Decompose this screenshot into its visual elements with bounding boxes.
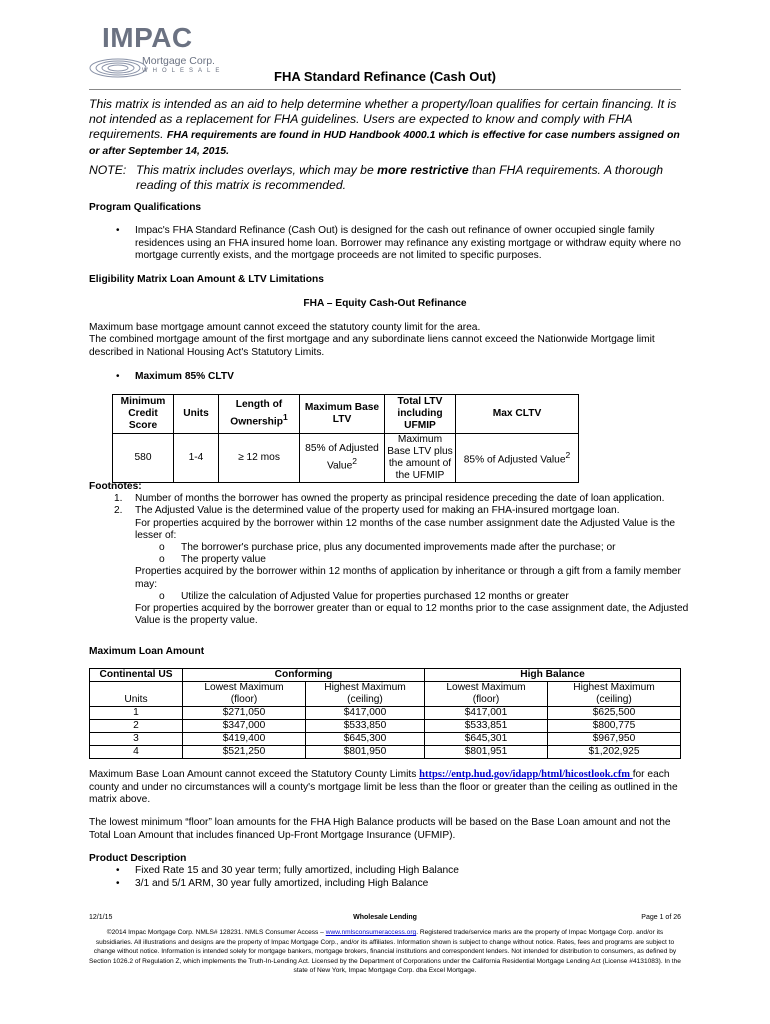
table-cell: $417,001 bbox=[425, 707, 548, 720]
logo-tagline: WHOLESALE bbox=[142, 68, 225, 74]
table-header-cell: Units bbox=[90, 694, 183, 707]
table-header-cell: (ceiling) bbox=[548, 694, 681, 707]
table-header-cell: Highest Maximum bbox=[548, 682, 681, 695]
table-header-cell: Continental US bbox=[90, 669, 183, 682]
legal-text: ©2014 Impac Mortgage Corp. NMLS# 128231. NMLS Consumer Access – bbox=[106, 929, 326, 936]
footnote-ref: 2 bbox=[565, 450, 571, 461]
table-header-cell: (floor) bbox=[425, 694, 548, 707]
footnote-ref: 1 bbox=[282, 412, 288, 423]
table-cell: 1-4 bbox=[174, 434, 219, 483]
table-header-cell: Lowest Maximum bbox=[183, 682, 306, 695]
max-loan-text: Maximum Base Loan Amount cannot exceed the Statutory County Limits bbox=[89, 769, 420, 780]
footnote-sub-item bbox=[89, 554, 689, 566]
table-header-cell: Maximum Base LTV bbox=[300, 395, 385, 434]
table-header-cell: High Balance bbox=[425, 669, 681, 682]
intro-bold-text: FHA requirements are found in HUD Handbook 4000.1 which is effective for case numbers assigned on or after September 14, 2015. bbox=[89, 129, 680, 157]
base-ltv-text: 85% of Adjusted Value bbox=[305, 443, 379, 472]
table-header-row bbox=[90, 694, 681, 707]
note-body bbox=[136, 163, 684, 193]
note-text-post: than FHA requirements. A thorough reading of this matrix is recommended. bbox=[136, 163, 664, 192]
program-heading: Program Qualifications bbox=[89, 202, 202, 213]
table-header-cell bbox=[90, 682, 183, 695]
footnote-number: 2. bbox=[114, 505, 123, 517]
table-cell: 1 bbox=[90, 707, 183, 720]
sub-bullet: o bbox=[159, 590, 165, 602]
footer-center: Wholesale Lending bbox=[353, 914, 417, 921]
footnote-text: For properties acquired by the borrower greater than or equal to 12 months prior to the case assignment date, the Adjusted Value is the property value. bbox=[135, 603, 689, 627]
table-header-cell: Minimum Credit Score bbox=[113, 395, 174, 434]
intro-text: This matrix is intended as an aid to help determine whether a property/loan qualifies for certain financing. It is not intended as a replacement for FHA guidelines. Users are expected to know and comply with FHA requirements. bbox=[89, 97, 677, 141]
table-header-row bbox=[90, 669, 681, 682]
table-cell: $1,202,925 bbox=[548, 746, 681, 759]
eligibility-paragraph-2: The combined mortgage amount of the first mortgage and any subordinate liens cannot exceed the Nationwide Mortgage limit described in National Housing Act's Statutory Limits. bbox=[89, 334, 655, 358]
table-header-cell: Lowest Maximum bbox=[425, 682, 548, 695]
table-header-cell: Total LTV including UFMIP bbox=[385, 395, 456, 434]
table-cell: $801,950 bbox=[306, 746, 425, 759]
title-divider bbox=[89, 89, 681, 90]
table-header-cell: (floor) bbox=[183, 694, 306, 707]
table-cell bbox=[300, 434, 385, 483]
table-cell: $533,851 bbox=[425, 720, 548, 733]
legal-text: . Registered trade/service marks are the property of Impac Mortgage Corp. and/or its subsidiaries. All illustrations and designs are the property of Impac Mortgage Corp., and/or its affiliates. Information shown is subject to change without notice. Rates, fees and programs are subject to change without notice. Information is intended solely for mortgage bankers, mortgage brokers, financial institutions and correspondent lenders. Not intended for distribution to consumers, as defined by Section 1026.2 of Regulation Z, which implements the Truth-In-Lending Act. Licensed by the Department of Corporations under the California Residential Mortgage Lending Act (License #4131083). In the state of New York, Impac Mortgage Corp. dba Excel Mortgage. bbox=[89, 929, 681, 975]
table-cell: $271,050 bbox=[183, 707, 306, 720]
max-loan-paragraph-1 bbox=[89, 769, 685, 807]
bullet-glyph: • bbox=[116, 371, 120, 382]
logo-brand: IMPAC bbox=[102, 22, 193, 53]
ownership-header-text: Length of Ownership bbox=[230, 399, 283, 428]
cltv-bullet-text: Maximum 85% CLTV bbox=[135, 371, 234, 382]
product-bullet-1: Fixed Rate 15 and 30 year term; fully amortized, including High Balance bbox=[135, 865, 459, 876]
intro-paragraph bbox=[89, 97, 684, 159]
table-cell: $645,300 bbox=[306, 733, 425, 746]
footnote-1 bbox=[89, 493, 689, 505]
program-bullet-text: Impac's FHA Standard Refinance (Cash Out) is designed for the cash out refinance of owner occupied single family residences using an FHA insured home loan. Borrower may refinance any existing mortgage or withdraw equity where no mortgage currently exists, and the mortgage proceeds are not limited to specific purposes. bbox=[135, 225, 681, 261]
eligibility-subheading: FHA – Equity Cash-Out Refinance bbox=[303, 298, 467, 309]
table-header-cell bbox=[219, 395, 300, 434]
logo-subtitle: Mortgage Corp. bbox=[142, 55, 215, 67]
max-loan-heading: Maximum Loan Amount bbox=[89, 646, 205, 657]
table-cell: $800,775 bbox=[548, 720, 681, 733]
table-cell: $417,000 bbox=[306, 707, 425, 720]
sub-bullet: o bbox=[159, 542, 165, 554]
footnotes-heading: Footnotes: bbox=[89, 481, 142, 492]
legal-disclaimer bbox=[89, 928, 681, 976]
footer-page-number: Page 1 of 26 bbox=[641, 914, 681, 921]
page-title: FHA Standard Refinance (Cash Out) bbox=[274, 69, 496, 84]
footnote-sub-text: The borrower's purchase price, plus any documented improvements made after the purchase; or bbox=[181, 542, 616, 554]
table-row bbox=[90, 733, 681, 746]
footnote-number: 1. bbox=[114, 493, 123, 505]
footnote-text: Number of months the borrower has owned the property as principal residence preceding the date of loan application. bbox=[135, 493, 665, 505]
table-row bbox=[90, 720, 681, 733]
table-cell: Maximum Base LTV plus the amount of the UFMIP bbox=[385, 434, 456, 483]
table-header-cell: Max CLTV bbox=[456, 395, 579, 434]
table-header-row bbox=[113, 395, 579, 434]
table-cell: $347,000 bbox=[183, 720, 306, 733]
product-bullet-2: 3/1 and 5/1 ARM, 30 year fully amortized, including High Balance bbox=[135, 878, 429, 889]
note-paragraph bbox=[89, 163, 684, 193]
table-cell: ≥ 12 mos bbox=[219, 434, 300, 483]
max-loan-paragraph-2: The lowest minimum “floor” loan amounts for the FHA High Balance products will be based on the Base Loan amount and not the Total Loan Amount that includes financed Up-Front Mortgage Insurance (UFMIP). bbox=[89, 817, 671, 841]
footnote-sub-item bbox=[89, 591, 689, 603]
table-cell: $625,500 bbox=[548, 707, 681, 720]
max-loan-table bbox=[89, 668, 681, 759]
bullet-glyph: • bbox=[116, 225, 120, 236]
table-cell: $645,301 bbox=[425, 733, 548, 746]
cltv-text: 85% of Adjusted Value bbox=[463, 454, 566, 466]
table-row bbox=[113, 434, 579, 483]
footnote-sub-text: Utilize the calculation of Adjusted Value for properties purchased 12 months or greater bbox=[181, 590, 569, 602]
bullet-glyph: • bbox=[116, 865, 120, 876]
table-cell bbox=[456, 434, 579, 483]
footnote-text: Properties acquired by the borrower within 12 months of application by inheritance or through a gift from a family member may: bbox=[135, 566, 681, 590]
footnote-text: For properties acquired by the borrower within 12 months of the case number assignment date the Adjusted Value is the lesser of: bbox=[135, 517, 676, 541]
eligibility-paragraph-1: Maximum base mortgage amount cannot exceed the statutory county limit for the area. bbox=[89, 322, 481, 333]
ltv-table bbox=[112, 394, 579, 483]
eligibility-heading: Eligibility Matrix Loan Amount & LTV Limitations bbox=[89, 274, 324, 285]
table-cell: $521,250 bbox=[183, 746, 306, 759]
footnotes bbox=[89, 481, 689, 627]
table-cell: 2 bbox=[90, 720, 183, 733]
table-cell: 580 bbox=[113, 434, 174, 483]
note-text-pre: This matrix includes overlays, which may be bbox=[136, 163, 378, 177]
table-header-cell: Highest Maximum bbox=[306, 682, 425, 695]
table-cell: 4 bbox=[90, 746, 183, 759]
note-label: NOTE: bbox=[89, 163, 127, 177]
sub-bullet: o bbox=[159, 554, 165, 566]
table-cell: $533,850 bbox=[306, 720, 425, 733]
table-header-cell: Conforming bbox=[183, 669, 425, 682]
footnote-sub-item bbox=[89, 542, 689, 554]
table-cell: $801,951 bbox=[425, 746, 548, 759]
table-header-cell: (ceiling) bbox=[306, 694, 425, 707]
max-loan-text: for each county and under no circumstances will a county's mortgage limit be less than the floor or greater than the ceiling as outlined in the matrix above. bbox=[89, 769, 678, 805]
footnote-sub-text: The property value bbox=[181, 554, 266, 566]
product-heading: Product Description bbox=[89, 853, 187, 864]
nmls-link[interactable]: www.nmlsconsumeraccess.org bbox=[325, 929, 417, 936]
note-text-bold: more restrictive bbox=[377, 163, 469, 177]
bullet-glyph: • bbox=[116, 878, 120, 889]
footnote-2 bbox=[89, 505, 689, 517]
table-header-cell: Units bbox=[174, 395, 219, 434]
footer-date: 12/1/15 bbox=[89, 914, 113, 921]
footnote-text: The Adjusted Value is the determined value of the property used for making an FHA-insured mortgage loan. bbox=[135, 505, 620, 517]
table-cell: $419,400 bbox=[183, 733, 306, 746]
table-cell: $967,950 bbox=[548, 733, 681, 746]
table-header-row bbox=[90, 682, 681, 695]
table-cell: 3 bbox=[90, 733, 183, 746]
hud-limits-link[interactable]: https://entp.hud.gov/idapp/html/hicostlook.cfm bbox=[419, 769, 633, 780]
table-row bbox=[90, 746, 681, 759]
table-row bbox=[90, 707, 681, 720]
footnote-ref: 2 bbox=[352, 456, 358, 467]
